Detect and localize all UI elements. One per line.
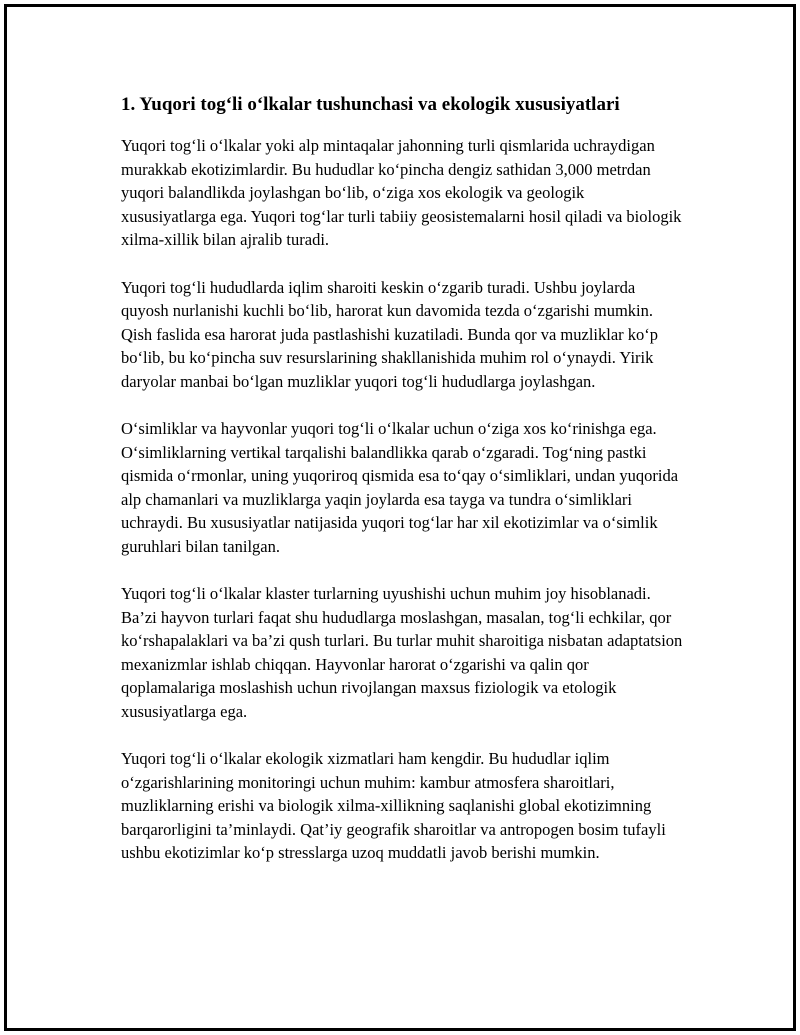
paragraph-fauna: Yuqori tog‘li o‘lkalar klaster turlarning uyushishi uchun muhim joy hisoblanadi. Ba’zi hayvon turlari faqat shu hududlarga moslashgan, masalan, tog‘li echkilar, qor ko‘rshapalaklari va ba’zi qush turlari. Bu turlar muhit sharoitiga nisbatan adaptatsion mexanizmlar ishlab chiqqan. Hayvonlar harorat o‘zgarishi va qalin qor qoplamalariga moslashish uchun rivojlangan maxsus fiziologik va etologik xususiyatlarga ega. bbox=[121, 584, 683, 721]
section-heading: 1. Yuqori tog‘li o‘lkalar tushunchasi va ekologik xususiyatlari bbox=[121, 94, 620, 115]
paragraph-intro: Yuqori tog‘li o‘lkalar yoki alp mintaqalar jahonning turli qismlarida uchraydigan murakkab ekotizimlardir. Bu hududlar ko‘pincha dengiz sathidan 3,000 metrdan yuqori balandlikda joylashgan bo‘lib, o‘ziga xos ekologik va geologik xususiyatlarga ega. Yuqori tog‘lar turli tabiiy geosistemalarni hosil qiladi va biologik xilma-xillik bilan ajralib turadi. bbox=[121, 136, 682, 249]
paragraph-flora: O‘simliklar va hayvonlar yuqori tog‘li o‘lkalar uchun o‘ziga xos ko‘rinishga ega. O‘simliklarning vertikal tarqalishi balandlikka qarab o‘zgaradi. Tog‘ning pastki qismida o‘rmonlar, uning yuqoriroq qismida esa to‘qay o‘simliklari, undan yuqorida alp chamanlari va muzliklarga yaqin joylarda esa tayga va tundra o‘simliklari uchraydi. Bu xususiyatlar natijasida yuqori tog‘lar har xil ekotizimlar va o‘simlik guruhlari bilan tanilgan. bbox=[121, 419, 679, 556]
page-border-frame bbox=[4, 4, 796, 1031]
paragraph-climate: Yuqori tog‘li hududlarda iqlim sharoiti keskin o‘zgarib turadi. Ushbu joylarda quyosh nurlanishi kuchli bo‘lib, harorat kun davomida tezda o‘zgarishi mumkin. Qish faslida esa harorat juda pastlashishi kuzatiladi. Bunda qor va muzliklar ko‘p bo‘lib, bu ko‘pincha suv resurslarining shakllanishida muhim rol o‘ynaydi. Yirik daryolar manbai bo‘lgan muzliklar yuqori tog‘li hududlarga joylashgan. bbox=[121, 277, 659, 391]
paragraph-ecosystem-services: Yuqori tog‘li o‘lkalar ekologik xizmatlari ham kengdir. Bu hududlar iqlim o‘zgarishlarining monitoringi uchun muhim: kambur atmosfera sharoitlari, muzliklarning erishi va biologik xilma-xillikning saqlanishi global ekotizimning barqarorligini ta’minlaydi. Qat’iy geografik sharoitlar va antropogen bosim tufayli ushbu ekotizimlar ko‘p stresslarga uzoq muddatli javob berishi mumkin. bbox=[121, 749, 666, 862]
